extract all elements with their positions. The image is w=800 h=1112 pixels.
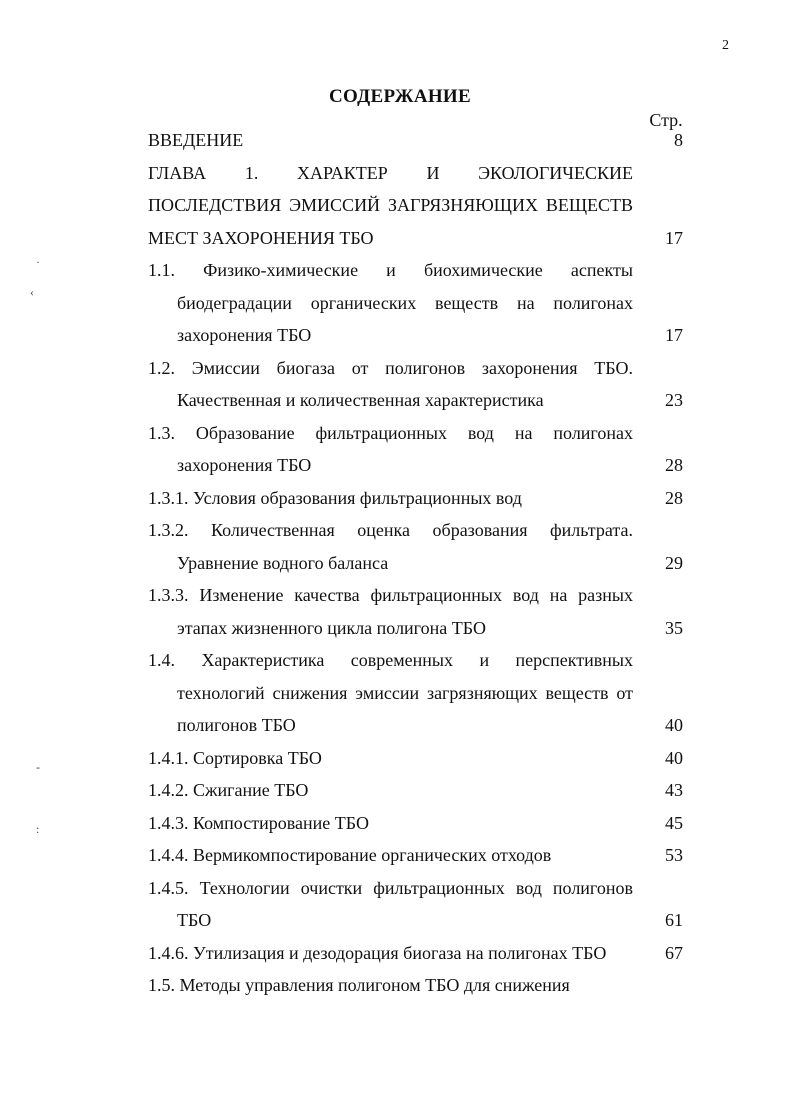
toc-entry-1-4-1[interactable] xyxy=(148,742,683,775)
toc-entry-page: 8 xyxy=(674,130,683,150)
toc-entry-1-3-3[interactable] xyxy=(148,579,683,644)
toc-entry-page: 61 xyxy=(665,910,683,930)
toc-entry-text: 1.4.3. Компостирование ТБО xyxy=(148,812,369,833)
toc-entry-page: 45 xyxy=(665,812,683,833)
toc-entry-text: 1.2. Эмиссии биогаза от полигонов захоронения ТБО. Качественная и количественная характеристика xyxy=(148,357,633,410)
toc-entry-page: 17 xyxy=(665,325,683,345)
scan-artifact: - xyxy=(36,760,40,774)
toc-entry-page: 29 xyxy=(665,552,683,573)
toc-entry-page: 17 xyxy=(665,227,683,248)
toc-entry-1-2[interactable] xyxy=(148,352,683,417)
toc-entry-1-4-6[interactable] xyxy=(148,937,683,970)
scan-artifact: · xyxy=(36,255,40,269)
toc-entry-text: ГЛАВА 1. ХАРАКТЕР И ЭКОЛОГИЧЕСКИЕ ПОСЛЕДСТВИЯ ЭМИССИЙ ЗАГРЯЗНЯЮЩИХ ВЕЩЕСТВ МЕСТ ЗАХОРОНЕНИЯ ТБО xyxy=(148,162,633,248)
toc-entry-1-4-2[interactable] xyxy=(148,774,683,807)
page-number: 2 xyxy=(722,38,729,53)
scan-artifact: : xyxy=(36,822,40,836)
toc-entry-text: 1.3. Образование фильтрационных вод на полигонах захоронения ТБО xyxy=(148,422,633,475)
page-column-label: Стр. xyxy=(649,110,683,130)
toc-entry-1-4-3[interactable] xyxy=(148,807,683,840)
toc-entry-text: 1.1. Физико-химические и биохимические аспекты биодеградации органических веществ на полигонах захоронения ТБО xyxy=(148,260,633,345)
toc-entry-text: ВВЕДЕНИЕ xyxy=(148,130,244,150)
toc-entry-text: 1.4.4. Вермикомпостирование органических отходов xyxy=(148,845,552,865)
toc-entry-chapter-1[interactable] xyxy=(148,157,683,255)
scan-artifact: ‹ xyxy=(30,285,34,299)
toc-entry-page: 23 xyxy=(665,390,683,410)
toc-entry-text: 1.4.5. Технологии очистки фильтрационных вод полигонов ТБО xyxy=(148,877,633,930)
toc-entry-text: 1.4. Характеристика современных и перспективных технологий снижения эмиссии загрязняющих веществ от полигонов ТБО xyxy=(148,650,633,735)
toc-entry-page: 35 xyxy=(665,617,683,638)
toc-entry-1-3-1[interactable] xyxy=(148,482,683,515)
toc-entry-1-3[interactable] xyxy=(148,417,683,482)
toc-entry-text: 1.3.2. Количественная оценка образования фильтрата. Уравнение водного баланса xyxy=(148,520,633,573)
toc-entry-text: 1.4.1. Сортировка ТБО xyxy=(148,747,322,768)
toc-entry-page: 28 xyxy=(665,487,683,508)
toc-entry-text: 1.4.6. Утилизация и дезодорация биогаза на полигонах ТБО xyxy=(148,942,607,963)
toc-entry-1-3-2[interactable] xyxy=(148,514,683,579)
toc-entry-page: 40 xyxy=(665,747,683,768)
toc-entry-page: 43 xyxy=(665,780,683,800)
toc-entry-text: 1.3.3. Изменение качества фильтрационных вод на разных этапах жизненного цикла полигона ТБО xyxy=(148,585,633,638)
toc-entry-1-4-4[interactable] xyxy=(148,839,683,872)
toc-entry-page: 53 xyxy=(665,845,683,865)
toc-entry-text: 1.3.1. Условия образования фильтрационных вод xyxy=(148,487,522,508)
toc-entry-1-1[interactable] xyxy=(148,254,683,352)
toc-entry-page: 67 xyxy=(665,942,683,963)
page-title: СОДЕРЖАНИЕ xyxy=(329,86,471,107)
toc-entry-text: 1.5. Методы управления полигоном ТБО для снижения xyxy=(148,975,570,995)
toc-entry-text: 1.4.2. Сжигание ТБО xyxy=(148,780,309,800)
toc-entry-1-4-5[interactable] xyxy=(148,872,683,937)
toc-entry-page: 40 xyxy=(665,715,683,735)
toc-entry-1-4[interactable] xyxy=(148,644,683,742)
toc-entry-page: 28 xyxy=(665,455,683,475)
table-of-contents xyxy=(148,124,683,1002)
toc-entry-introduction[interactable] xyxy=(148,124,683,157)
toc-entry-1-5[interactable] xyxy=(148,969,683,1002)
